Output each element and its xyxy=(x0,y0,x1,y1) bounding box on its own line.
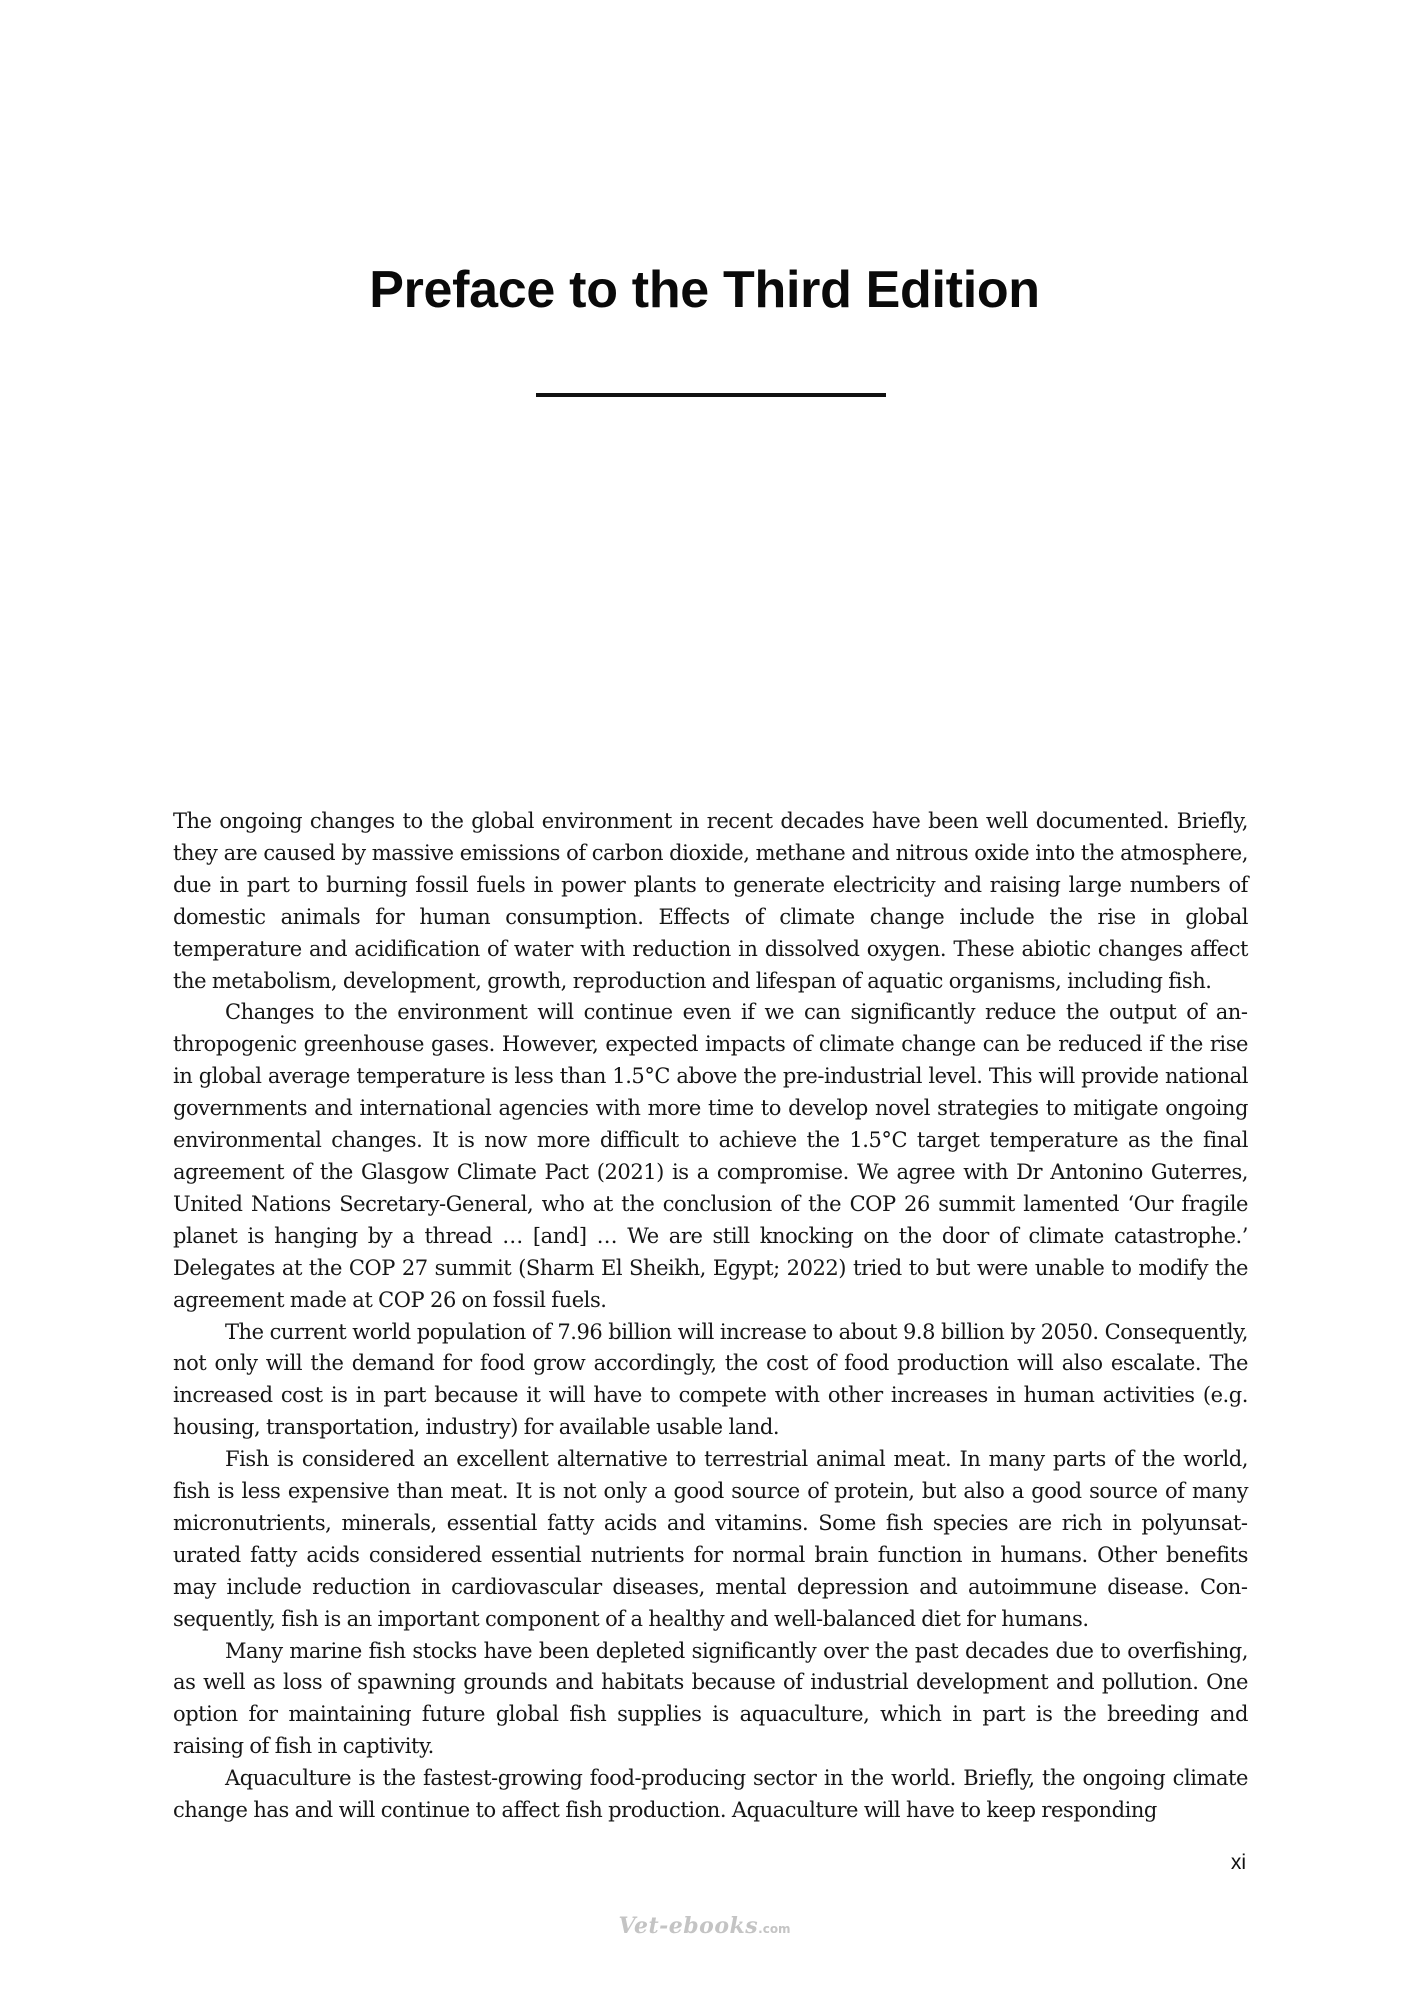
paragraph: Aquaculture is the fastest-growing food-producing sector in the world. Briefly, the ongoing climate change has and will continue to affect fish production. Aquaculture will have to keep responding xyxy=(173,1766,1248,1823)
paragraph: Changes to the environment will continue even if we can significantly reduce the output of anthropogenic greenhouse gases. However, expected impacts of climate change can be reduced if the rise in global average temperature is less than 1.5°C above the pre-industrial level. This will provide national governments and international agencies with more time to develop novel strategies to mitigate ongoing environmental changes. It is now more difficult to achieve the 1.5°C target temperature as the final agreement of the Glasgow Climate Pact (2021) is a compromise. We agree with Dr Antonino Guterres, United Nations Secretary-General, who at the conclusion of the COP 26 summit lamented ‘Our fragile planet is hanging by a thread … [and] … We are still knocking on the door of climate catastrophe.’ Delegates at the COP 27 summit (Sharm El Sheikh, Egypt; 2022) tried to but were unable to modify the agreement made at COP 26 on fossil fuels. xyxy=(173,1000,1248,1312)
watermark-suffix: .com xyxy=(758,1922,791,1936)
paragraph: Fish is considered an excellent alternative to terrestrial animal meat. In many parts of the world, fish is less expensive than meat. It is not only a good source of protein, but also a good source of many micronutrients, minerals, essential fatty acids and vitamins. Some fish species are rich in polyunsaturated fatty acids considered essential nutrients for normal brain function in humans. Other benefits may include reduction in cardiovascular diseases, mental depression and autoimmune disease. Consequently, fish is an important component of a healthy and well-balanced diet for humans. xyxy=(173,1447,1248,1631)
page-number: xi xyxy=(1230,1851,1246,1874)
title-rule xyxy=(536,393,886,397)
paragraph: Many marine fish stocks have been depleted significantly over the past decades due to overfishing, as well as loss of spawning grounds and habitats because of industrial development and pollution. One option for maintaining future global fish supplies is aquaculture, which in part is the breeding and raising of fish in captivity. xyxy=(173,1638,1248,1759)
body-text xyxy=(173,806,1248,1827)
watermark-logo xyxy=(0,1913,1409,1939)
chapter-title: Preface to the Third Edition xyxy=(369,261,1040,319)
watermark-logo-text: Vet-ebooks xyxy=(618,1913,759,1939)
paragraph: The ongoing changes to the global environment in recent decades have been well documented. Briefly, they are caused by massive emissions of carbon dioxide, methane and nitrous oxide into the atmosphere, due in part to burning fossil fuels in power plants to generate electricity and raising large numbers of domestic animals for human consumption. Effects of climate change include the rise in global temperature and acidification of water with reduction in dissolved oxygen. These abiotic changes affect the metabolism, development, growth, reproduction and lifespan of aquatic organisms, including fish. xyxy=(173,809,1248,993)
paragraph: The current world population of 7.96 billion will increase to about 9.8 billion by 2050. Consequently, not only will the demand for food grow accordingly, the cost of food production will also escalate. The increased cost is in part because it will have to compete with other increases in human activities (e.g. housing, transportation, industry) for available usable land. xyxy=(173,1319,1248,1440)
